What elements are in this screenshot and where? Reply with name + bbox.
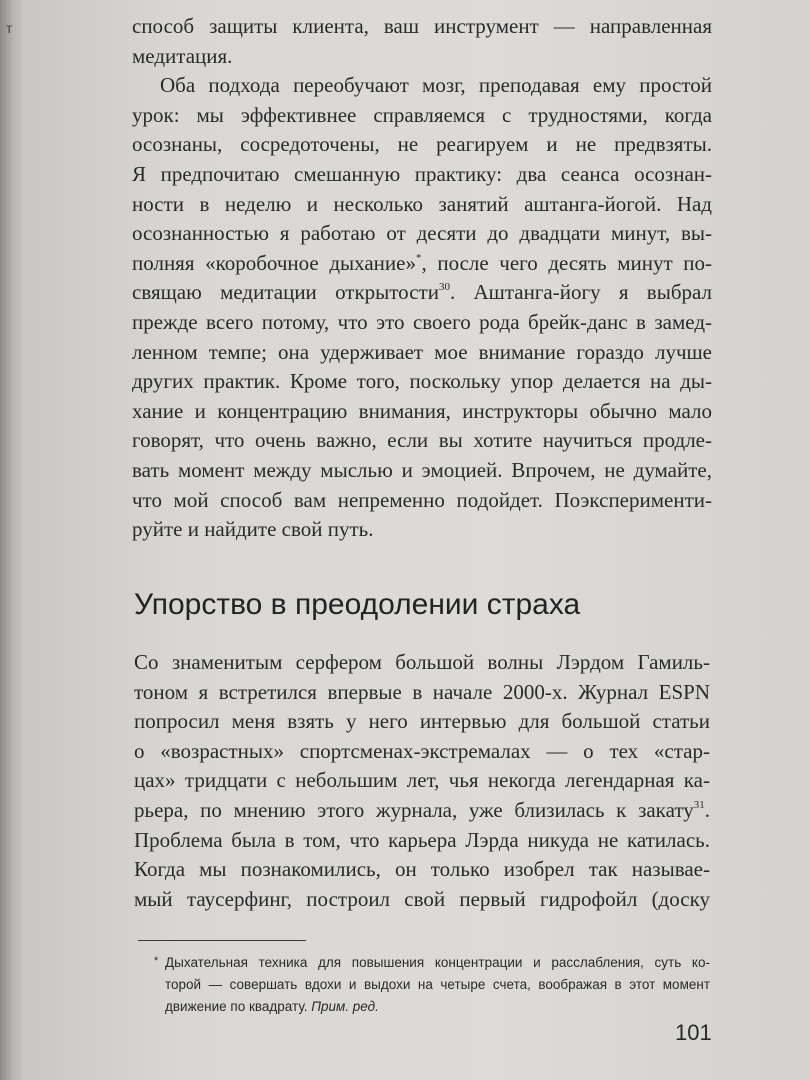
text-fragment: рьера, по мнению этого журнала, уже близилась к закату [134,797,694,822]
text-line: рьера, по мнению этого журнала, уже близилась к закату$^{31}$. [134,797,710,822]
text-line: Я предпочитаю смешанную практику: два сеанса осознан- [132,161,712,186]
adjacent-page-edge-glyph: т [6,20,13,36]
text-line: Проблема была в том, что карьера Лэрда никуда не катилась. [134,827,710,852]
text-line: цах» тридцати с небольшим лет, чья некогда легендарная ка- [134,768,710,793]
paragraph [132,71,712,545]
text-line: Когда мы познакомились, он только изобрел так называе- [134,857,710,882]
text-line: о «возрастных» спортсменах-экстремалах — о тех «стар- [134,738,710,763]
section-paragraph [134,648,710,914]
text-fragment: , после чего десять минут по- [421,250,712,275]
text-line: ленном темпе; она удерживает мое внимание гораздо лучше [132,339,712,364]
text-line: осознаны, сосредоточены, не реагируем и не предвзяты. [132,132,712,157]
text-line: говорят, что очень важно, если вы хотите научиться продле- [132,428,712,453]
text-line: способ защиты клиента, ваш инструмент — направленная [132,14,712,38]
footnote [154,952,710,1018]
footnote-line: торой — совершать вдохи и выдохи на четыре счета, воображая в этот момент [165,977,710,992]
text-line: хание и концентрацию внимания, инструкторы обычно мало [132,398,712,423]
text-line: урок: мы эффективнее справляемся с трудностями, когда [132,102,712,127]
text-fragment: свящаю медитации открытости [132,280,439,305]
text-line: руйте и найдите свой путь. [132,517,374,542]
text-line [132,249,712,279]
text-line: Оба подхода переобучают мозг, преподавая ему простой [160,73,712,98]
reference-number: 31 [693,798,705,811]
text-line [132,278,712,308]
text-line: медитация. [132,43,233,68]
page-number: 101 [675,1020,712,1045]
reference-number: 30 [438,281,450,294]
footnote-line: Дыхательная техника для повышения концентрации и расслабления, суть ко- [165,955,710,970]
footnote-mark: * [154,955,159,967]
text-fragment: движение по квадрату. [165,999,312,1014]
editor-note: Прим. ред. [311,999,379,1014]
section-heading: Упорство в преодолении страха [134,588,581,621]
text-line: прежде всего потому, что это своего рода брейк-данс в замед- [132,309,712,334]
footnote-divider [138,940,306,941]
text-line: ности в неделю и несколько занятий аштанга-йогой. Над [132,191,712,216]
footnote-marker: * [415,251,422,264]
text-line: мый таусерфинг, построил свой первый гидрофойл (доску [134,886,710,911]
text-line: осознанностью я работаю от десяти до двадцати минут, вы- [132,221,712,246]
text-fragment: . Аштанга-йогу я выбрал [449,280,712,305]
text-fragment: полняя «коробочное дыхание» [132,250,416,275]
text-line: других практик. Кроме того, поскольку упор делается на ды- [132,369,712,394]
text-line: попросил меня взять у него интервью для большой статьи [134,709,710,734]
text-line: Со знаменитым серфером большой волны Лэрдом Гамиль- [134,650,710,674]
footnote-line [165,996,710,1018]
main-text-block [132,12,712,545]
text-line: вать момент между мыслью и эмоцией. Впрочем, не думайте, [132,457,712,482]
text-line: тоном я встретился впервые в начале 2000-х. Журнал ESPN [134,679,710,704]
text-line: что мой способ вам непременно подойдет. Поэксперименти- [132,487,712,512]
